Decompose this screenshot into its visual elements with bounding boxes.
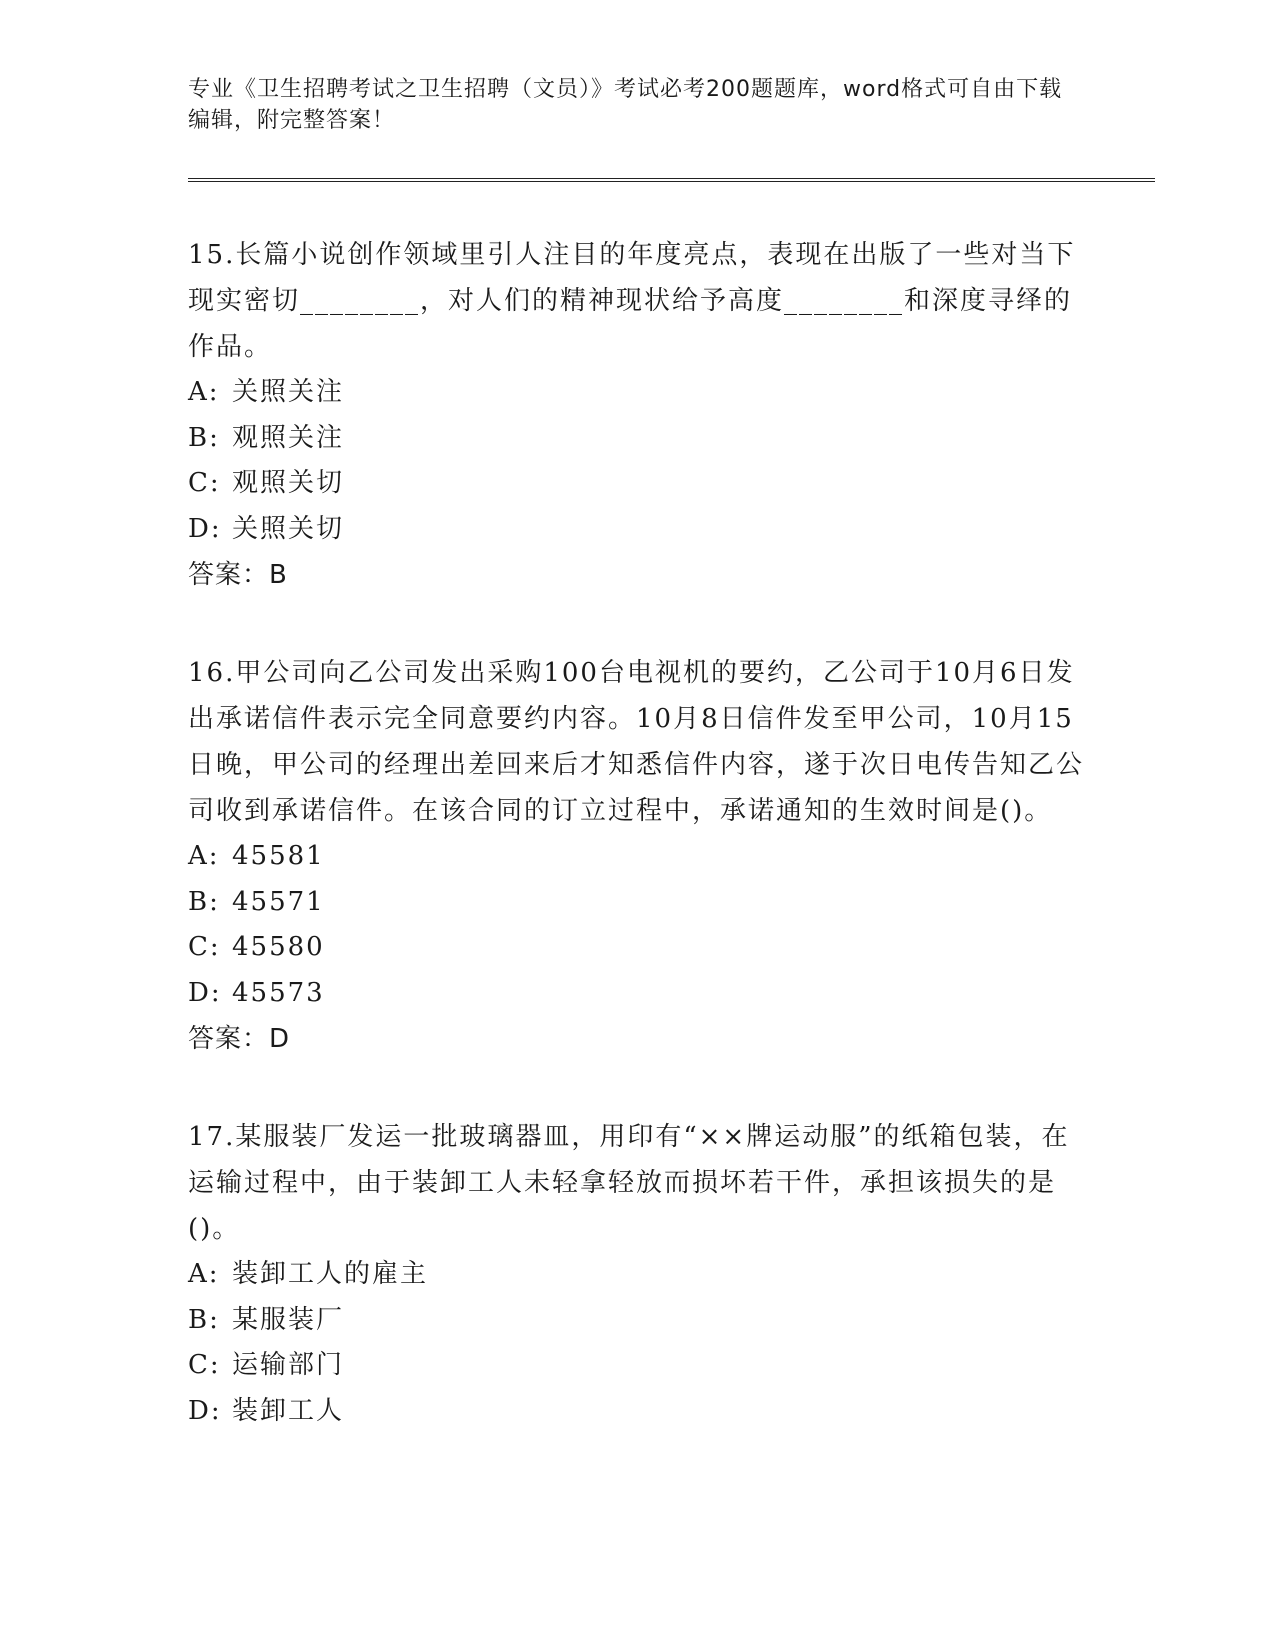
option-label: A:	[188, 377, 220, 407]
document-header: 专业《卫生招聘考试之卫生招聘（文员）》考试必考200题题库，word格式可自由下载编辑，附完整答案！	[188, 77, 1063, 133]
option-text: 45581	[232, 841, 325, 871]
option-text: 45571	[232, 886, 325, 917]
option-label: D:	[188, 977, 222, 1008]
option-text: 观照关注	[232, 422, 345, 453]
question-15	[188, 232, 1088, 598]
option-text: 装卸工人	[232, 1395, 345, 1426]
option-text: 装卸工人的雇主	[232, 1259, 429, 1289]
option-text: 观照关切	[232, 468, 345, 498]
option-label: B:	[188, 886, 220, 917]
option-label: A:	[188, 841, 220, 871]
option-d	[188, 507, 1088, 553]
option-label: D:	[188, 1395, 222, 1426]
option-label: C:	[188, 468, 221, 498]
option-a	[188, 370, 1088, 416]
option-label: C:	[188, 1350, 221, 1380]
option-text: 关照关切	[232, 513, 345, 544]
option-label: D:	[188, 513, 222, 544]
question-stem: 16.甲公司向乙公司发出采购100台电视机的要约，乙公司于10月6日发出承诺信件表示完全同意要约内容。10月8日信件发至甲公司，10月15日晚，甲公司的经理出差回来后才知悉信件内容，遂于次日电传告知乙公司收到承诺信件。在该合同的订立过程中，承诺通知的生效时间是()。	[188, 658, 1085, 826]
option-text: 某服装厂	[232, 1304, 345, 1335]
option-text: 运输部门	[232, 1350, 345, 1380]
answer-line: 答案：D	[188, 1024, 291, 1054]
option-a	[188, 834, 1088, 880]
option-label: B:	[188, 1304, 220, 1335]
answer-line: 答案：B	[188, 560, 288, 590]
option-a	[188, 1252, 1088, 1298]
option-c	[188, 1343, 1088, 1389]
header-divider	[188, 178, 1155, 182]
option-d	[188, 971, 1088, 1017]
question-stem: 15.长篇小说创作领域里引人注目的年度亮点，表现在出版了一些对当下现实密切________，对人们的精神现状给予高度________和深度寻绎的作品。	[188, 240, 1076, 362]
question-16	[188, 650, 1088, 1062]
option-d	[188, 1389, 1088, 1435]
option-b	[188, 416, 1088, 462]
option-text: 45573	[232, 977, 325, 1008]
option-b	[188, 1298, 1088, 1344]
question-list	[188, 232, 1088, 1486]
option-text: 45580	[232, 932, 325, 962]
option-text: 关照关注	[232, 377, 345, 407]
option-label: B:	[188, 422, 220, 453]
question-17	[188, 1114, 1088, 1434]
option-label: C:	[188, 932, 221, 962]
question-stem: 17.某服装厂发运一批玻璃器皿，用印有“××牌运动服”的纸箱包装，在运输过程中，由于装卸工人未轻拿轻放而损坏若干件，承担该损失的是()。	[188, 1122, 1070, 1244]
option-c	[188, 925, 1088, 971]
option-label: A:	[188, 1259, 220, 1289]
option-c	[188, 461, 1088, 507]
option-b	[188, 880, 1088, 926]
